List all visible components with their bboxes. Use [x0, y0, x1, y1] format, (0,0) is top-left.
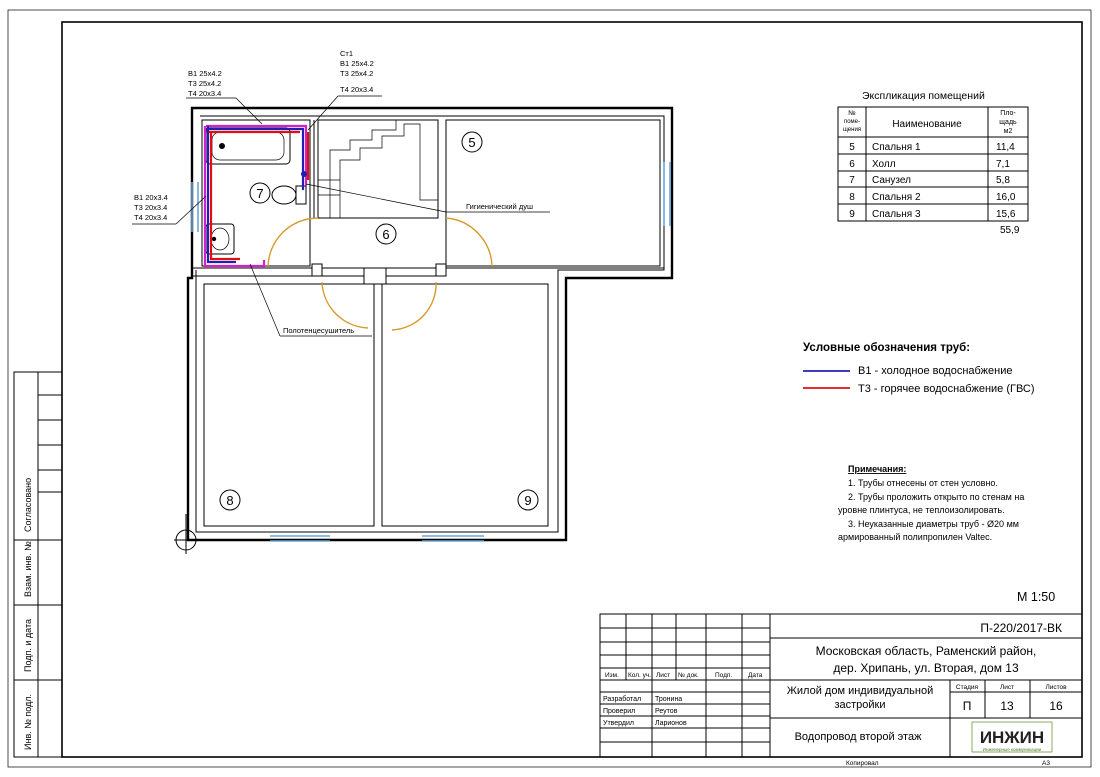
- room-6-number: 6: [382, 227, 390, 242]
- stamp-sheet-value: 13: [1000, 699, 1014, 713]
- svg-text:поме-: поме-: [843, 119, 861, 125]
- notes-line: уровне плинтуса, не теплоизолировать.: [838, 505, 1005, 515]
- room-8-number: 8: [226, 493, 234, 508]
- stamp-copied: Копировал: [846, 760, 879, 767]
- axis-marker: [174, 514, 212, 554]
- callout-shower: Гигиенический душ: [466, 202, 533, 211]
- floor-plan: [132, 49, 672, 554]
- explication-row-name: Спальня 2: [872, 192, 921, 203]
- company-logo: [972, 722, 1052, 752]
- stamp-col-doc: № док.: [678, 672, 699, 679]
- callout-riser-1: Ст1: [340, 49, 354, 58]
- stamp-object-line: Жилой дом индивидуальной: [786, 685, 934, 697]
- outer-wall-inner: [196, 116, 664, 532]
- callout-riser-4: Т4 20x3.4: [340, 85, 374, 94]
- side-stamp-replace-inv: Взам. инв. №: [23, 541, 33, 597]
- stamp-stage-header: Стадия: [955, 684, 979, 691]
- side-stamp-inv-orig: Инв. № подл.: [23, 693, 33, 750]
- legend-b1-label: В1 - холодное водоснабжение: [858, 365, 1013, 377]
- company-subtitle: Инженерные коммуникации: [982, 747, 1042, 752]
- notes-line: 3. Неуказанные диаметры труб - Ø20 мм: [848, 519, 1019, 529]
- callout-towel-dryer: Полотенцесушитель: [283, 326, 355, 335]
- stamp-person: Тронина: [655, 696, 683, 703]
- side-stamp-agreed: Согласовано: [23, 477, 33, 532]
- drawing-scale: М 1:50: [1017, 590, 1056, 604]
- notes-line: 1. Трубы отнесены от стен условно.: [848, 478, 998, 488]
- explication-row-area: 5,8: [996, 175, 1010, 186]
- callout-leaders: [132, 96, 550, 336]
- door-room-5: [446, 218, 492, 266]
- svg-text:Пло-: Пло-: [1000, 110, 1016, 117]
- outer-wall: [188, 108, 672, 540]
- room-7-number: 7: [256, 186, 264, 201]
- notes-line: 2. Трубы проложить открыто по стенам на: [848, 492, 1025, 502]
- company-name: ИНЖИН: [979, 728, 1045, 747]
- stamp-format: А3: [1042, 760, 1050, 767]
- svg-text:щадь: щадь: [999, 119, 1017, 126]
- explication-row-area: 16,0: [996, 192, 1016, 203]
- svg-text:№: №: [848, 110, 856, 117]
- stamp-sheet-header: Лист: [999, 684, 1015, 691]
- windows: [192, 162, 670, 541]
- room-labels: [220, 132, 538, 510]
- explication-row-name: Холл: [872, 159, 896, 170]
- explication-row-num: 9: [849, 209, 855, 220]
- explication-row-name: Санузел: [872, 175, 911, 186]
- room-9-outline: [382, 284, 548, 526]
- stamp-col-change: Изм.: [605, 672, 619, 679]
- stamp-col-count: Кол. уч.: [628, 672, 652, 679]
- explication-row-name: Спальня 1: [872, 142, 921, 153]
- stamp-col-sign: Подп.: [715, 672, 733, 679]
- pipe-legend: [803, 342, 1035, 395]
- explication-header-name: Наименование: [892, 119, 962, 130]
- notes-title: Примечания:: [848, 464, 907, 474]
- stamp-role: Проверил: [603, 708, 636, 715]
- bathtub: [206, 128, 290, 164]
- explication-row-num: 6: [849, 159, 855, 170]
- notes-line: армированный полипропилен Valtec.: [838, 532, 993, 542]
- explication-row-area: 11,4: [996, 142, 1015, 153]
- stamp-address-line: Московская область, Раменский район,: [815, 644, 1037, 658]
- svg-text:щения: щения: [842, 127, 862, 133]
- stamp-object-line: застройки: [834, 699, 886, 711]
- door-room-8: [322, 282, 368, 328]
- toilet: [272, 186, 306, 204]
- room-5-number: 5: [468, 135, 476, 150]
- explication-total: 55,9: [1000, 225, 1020, 236]
- callout-top-left-2: Т3 25x4.2: [188, 79, 222, 88]
- stamp-person: Ларионов: [655, 720, 687, 727]
- explication-row-area: 7,1: [996, 159, 1010, 170]
- explication-row-num: 8: [849, 192, 855, 203]
- stamp-person: Реутов: [655, 708, 678, 715]
- stamp-stage-value: П: [962, 699, 972, 713]
- explication-row-name: Спальня 3: [872, 209, 921, 220]
- callout-riser-3: Т3 25x4.2: [340, 69, 374, 78]
- pipe-callouts: [134, 49, 533, 335]
- room-9-number: 9: [524, 493, 532, 508]
- explication-row-area: 15,6: [996, 209, 1016, 220]
- callout-left-1: В1 20x3.4: [134, 193, 168, 202]
- side-stamp-sign-date: Подп. и дата: [23, 618, 33, 672]
- notes: [838, 464, 1024, 542]
- explication-row-num: 7: [849, 175, 855, 186]
- callout-riser-2: В1 25x4.2: [340, 59, 374, 68]
- stamp-role: Разработал: [603, 696, 642, 703]
- svg-text:м2: м2: [1003, 128, 1013, 135]
- door-room-9: [392, 282, 436, 330]
- explication-title: Экспликация помещений: [862, 90, 985, 102]
- stamp-code: П-220/2017-ВК: [980, 621, 1062, 635]
- legend-title: Условные обозначения труб:: [803, 342, 971, 354]
- callout-top-left-3: Т4 20x3.4: [188, 89, 222, 98]
- stamp-role: Утвердил: [603, 720, 634, 727]
- callout-left-2: Т3 20x3.4: [134, 203, 168, 212]
- staircase: [318, 120, 438, 218]
- legend-t3-label: Т3 - горячее водоснабжение (ГВС): [858, 383, 1035, 395]
- explication-table: [838, 90, 1028, 236]
- explication-row-num: 5: [849, 142, 855, 153]
- callout-top-left-1: В1 25x4.2: [188, 69, 222, 78]
- side-stamp: [14, 372, 62, 757]
- callout-left-3: Т4 20x3.4: [134, 213, 168, 222]
- stamp-col-date: Дата: [748, 672, 763, 679]
- stamp-col-sheet: Лист: [656, 672, 671, 679]
- room-5-outline: [446, 120, 660, 266]
- stamp-sheets-value: 16: [1049, 699, 1063, 713]
- title-block: [600, 614, 1082, 767]
- stamp-sheet-title: Водопровод второй этаж: [794, 731, 922, 743]
- stamp-address-line: дер. Хрипань, ул. Вторая, дом 13: [833, 661, 1019, 675]
- stamp-sheets-header: Листов: [1045, 684, 1067, 691]
